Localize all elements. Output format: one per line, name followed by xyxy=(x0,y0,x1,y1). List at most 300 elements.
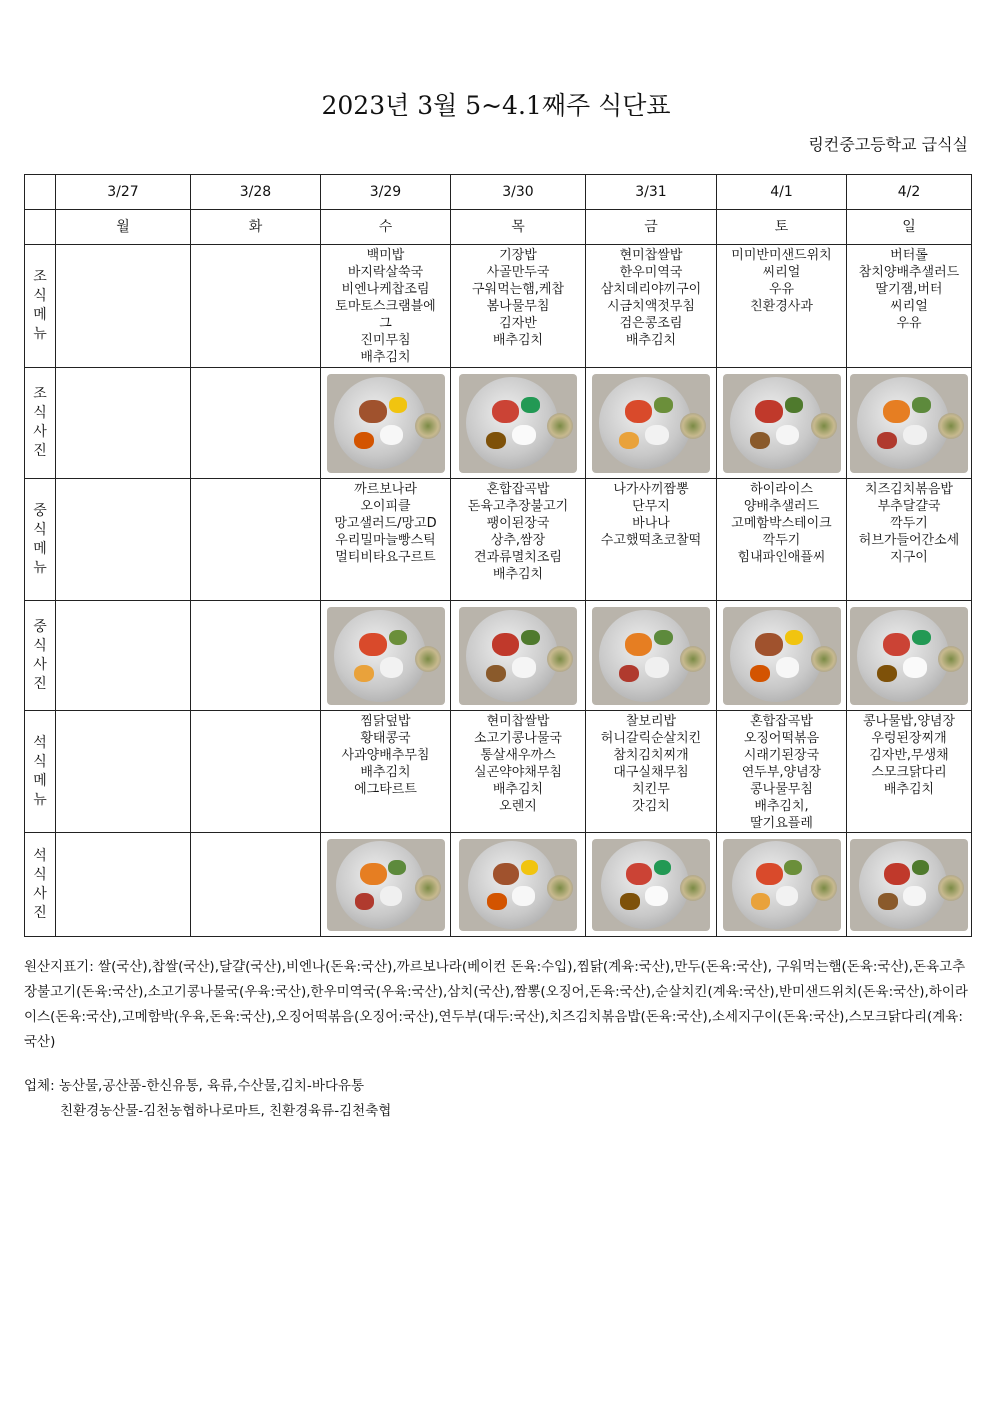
food-shape xyxy=(883,400,911,423)
menu-cell xyxy=(321,711,451,833)
day-cell: 수 xyxy=(321,210,451,245)
meal-photo xyxy=(723,607,841,705)
date-cell: 4/2 xyxy=(847,175,972,210)
photo-cell xyxy=(717,368,847,479)
photo-cell xyxy=(717,833,847,937)
menu-item: 찰보리밥 xyxy=(625,714,677,729)
photo-cell xyxy=(321,368,451,479)
menu-item: 단무지 xyxy=(632,499,670,514)
menu-item: 배추김치 xyxy=(625,333,677,348)
menu-cell xyxy=(717,479,847,601)
menu-list xyxy=(847,711,971,798)
row-label xyxy=(25,479,56,601)
row-label-char: 중 xyxy=(33,502,47,519)
photo-cell xyxy=(191,601,321,711)
menu-item: 배추김치 xyxy=(492,333,544,348)
menu-cell xyxy=(321,479,451,601)
menu-item: 허브가들어간소세 xyxy=(858,533,960,548)
menu-cell xyxy=(191,711,321,833)
meal-table xyxy=(24,174,972,937)
menu-item: 우렁된장찌개 xyxy=(871,731,947,746)
menu-cell xyxy=(191,245,321,368)
menu-item: 연두부,양념장 xyxy=(741,765,822,780)
menu-item: 대구실채무침 xyxy=(613,765,689,780)
photo-cell xyxy=(451,368,586,479)
soup-bowl-shape xyxy=(811,646,837,672)
menu-item: 오징어떡볶음 xyxy=(743,731,820,746)
tray-shape xyxy=(859,841,947,929)
menu-list xyxy=(191,711,320,713)
photo-cell xyxy=(56,833,191,937)
food-shape xyxy=(625,633,653,656)
date-cell: 3/27 xyxy=(56,175,191,210)
breakfast-menu-row xyxy=(25,245,972,368)
menu-item: 허니갈릭순살치킨 xyxy=(600,731,702,746)
menu-item: 한우미역국 xyxy=(619,265,683,280)
row-label-char: 뉴 xyxy=(33,326,47,342)
menu-item: 백미밥 xyxy=(366,248,405,263)
vendor-line: 친환경농산물-김천농협하나로마트, 친환경육류-김천축협 xyxy=(60,1103,392,1119)
photo-cell xyxy=(586,833,717,937)
menu-item: 하이라이스 xyxy=(750,482,813,497)
menu-list xyxy=(847,245,971,332)
menu-item: 친환경사과 xyxy=(750,299,813,314)
food-shape xyxy=(512,425,536,445)
food-shape xyxy=(785,630,803,646)
menu-item: 콩나물무침 xyxy=(750,782,813,797)
menu-item: 실곤약야채무침 xyxy=(474,765,562,780)
row-label xyxy=(25,245,56,368)
menu-item: 바지락살쑥국 xyxy=(347,265,424,280)
menu-item: 상추,쌈장 xyxy=(490,533,546,548)
food-shape xyxy=(380,886,403,905)
food-shape xyxy=(755,400,783,423)
food-shape xyxy=(493,863,519,885)
photo-cell xyxy=(56,601,191,711)
menu-item: 딸기잼,버터 xyxy=(875,282,943,297)
soup-bowl-shape xyxy=(938,413,964,439)
lunch-photo-row xyxy=(25,601,972,711)
menu-item: 팽이된장국 xyxy=(486,516,550,531)
menu-item: 양배추샐러드 xyxy=(743,499,820,514)
menu-item: 씨리얼 xyxy=(890,299,928,314)
menu-list xyxy=(717,479,846,566)
row-label-char: 사 xyxy=(33,656,47,673)
food-shape xyxy=(492,633,520,656)
menu-list xyxy=(451,479,585,583)
meal-photo xyxy=(592,839,710,931)
food-shape xyxy=(380,425,404,445)
row-label-char: 뉴 xyxy=(33,791,47,808)
menu-item: 토마토스크램블에 xyxy=(335,299,436,314)
food-shape xyxy=(903,886,926,905)
menu-cell xyxy=(56,711,191,833)
menu-cell xyxy=(451,245,586,368)
food-shape xyxy=(521,860,539,875)
date-cell: 3/28 xyxy=(191,175,321,210)
breakfast-photo-row xyxy=(25,368,972,479)
menu-item: 오이피클 xyxy=(360,499,411,514)
food-shape xyxy=(912,397,930,413)
origin-notes: 원산지표기: 쌀(국산),찹쌀(국산),달걀(국산),비엔나(돈육:국산),까르보나라(베이컨 돈육:수입),찜닭(계육:국산),만두(돈육:국산), 구워먹는햄(돈육:국산),돈육고추장불고기(돈육:국산),소고기콩나물국(우육:국산),한우미역국(우육:국산),삼치(국산),짬뽕(오징어,돈육:국산),순살치킨(계육:국산),반미샌드위치(돈육:국산),하이라이스(돈육:국산),고메함박(우육,돈육:국산),오징어떡볶음(오징어:국산),연두부(대두:국산),치즈김치볶음밥(돈육:국산),소세지구이(돈육:국산),스모크닭다리(계육:국산) xyxy=(24,959,968,1050)
meal-photo xyxy=(850,839,968,931)
day-cell: 화 xyxy=(191,210,321,245)
meal-photo xyxy=(327,839,445,931)
menu-item: 깍두기 xyxy=(762,533,801,548)
photo-cell xyxy=(451,833,586,937)
meal-photo xyxy=(459,607,577,705)
food-shape xyxy=(776,886,799,905)
tray-shape xyxy=(599,610,691,702)
menu-item: 삼치데리야끼구이 xyxy=(600,282,702,297)
food-shape xyxy=(776,657,800,677)
menu-list xyxy=(586,479,716,549)
day-cell: 목 xyxy=(451,210,586,245)
photo-cell xyxy=(191,833,321,937)
photo-cell xyxy=(321,833,451,937)
soup-bowl-shape xyxy=(415,413,441,439)
menu-list xyxy=(191,245,320,247)
photo-cell xyxy=(586,368,717,479)
menu-list xyxy=(586,711,716,815)
menu-cell xyxy=(717,245,847,368)
date-cell: 3/29 xyxy=(321,175,451,210)
menu-item: 나가사끼짬뽕 xyxy=(613,482,689,497)
menu-item: 배추김치 xyxy=(360,350,411,365)
menu-list xyxy=(717,711,846,832)
menu-item: 시금치액젓무침 xyxy=(607,299,695,314)
soup-bowl-shape xyxy=(680,646,706,672)
food-shape xyxy=(784,860,802,875)
food-shape xyxy=(626,863,652,885)
tray-shape xyxy=(466,610,558,702)
meal-photo xyxy=(459,374,577,473)
meal-photo xyxy=(327,374,445,473)
photo-cell xyxy=(451,601,586,711)
menu-item: 구워먹는햄,케찹 xyxy=(471,282,565,297)
food-shape xyxy=(756,863,782,885)
menu-item: 그 xyxy=(379,316,392,331)
menu-item: 찜닭덮밥 xyxy=(360,714,411,729)
menu-cell xyxy=(586,479,717,601)
menu-item: 미미반미샌드위치 xyxy=(731,248,832,263)
menu-item: 에그타르트 xyxy=(354,782,417,797)
food-shape xyxy=(619,665,639,682)
menu-cell xyxy=(717,711,847,833)
food-shape xyxy=(785,397,803,413)
menu-item: 배추김치, xyxy=(754,799,809,814)
menu-item: 딸기요플레 xyxy=(750,816,813,831)
food-shape xyxy=(355,893,374,909)
tray-shape xyxy=(599,377,691,469)
photo-cell xyxy=(56,368,191,479)
row-label-char: 식 xyxy=(33,753,47,770)
soup-bowl-shape xyxy=(680,413,706,439)
menu-list xyxy=(56,479,190,481)
menu-item: 혼합잡곡밥 xyxy=(750,714,813,729)
menu-cell xyxy=(451,711,586,833)
menu-item: 버터롤 xyxy=(890,248,928,263)
row-label-char: 메 xyxy=(33,540,47,557)
soup-bowl-shape xyxy=(415,646,441,672)
food-shape xyxy=(776,425,800,445)
row-label-char: 진 xyxy=(33,904,47,921)
tray-shape xyxy=(857,610,949,702)
row-label-char: 사 xyxy=(33,424,47,440)
food-shape xyxy=(645,657,669,677)
menu-list xyxy=(56,245,190,247)
menu-item: 갓김치 xyxy=(632,799,670,814)
lunch-menu-row xyxy=(25,479,972,601)
menu-list xyxy=(586,245,716,349)
menu-item: 멀티비타요구르트 xyxy=(335,550,436,565)
menu-cell xyxy=(847,479,972,601)
food-shape xyxy=(388,860,406,875)
food-shape xyxy=(877,665,897,682)
corner-cell xyxy=(25,175,56,210)
menu-item: 돈육고추장불고기 xyxy=(467,499,569,514)
meal-photo xyxy=(592,374,710,473)
row-label-char: 식 xyxy=(33,405,47,421)
menu-item: 현미찹쌀밥 xyxy=(486,714,550,729)
row-label-char: 식 xyxy=(33,637,47,654)
menu-list xyxy=(321,711,450,798)
food-shape xyxy=(486,665,506,682)
menu-item: 콩나물밥,양념장 xyxy=(862,714,956,729)
food-shape xyxy=(903,657,927,677)
food-shape xyxy=(359,633,387,656)
menu-item: 김자반 xyxy=(499,316,537,331)
food-shape xyxy=(654,860,672,875)
date-row xyxy=(25,175,972,210)
photo-cell xyxy=(191,368,321,479)
row-label-char: 메 xyxy=(33,307,47,323)
menu-item: 수고했떡초코찰떡 xyxy=(600,533,702,548)
food-shape xyxy=(654,630,672,646)
food-shape xyxy=(354,432,374,449)
menu-item: 황태콩국 xyxy=(360,731,411,746)
menu-cell xyxy=(451,479,586,601)
food-shape xyxy=(354,665,374,682)
vendor-info xyxy=(24,1074,391,1124)
menu-item: 오렌지 xyxy=(499,799,537,814)
menu-item: 망고샐러드/망고D xyxy=(334,516,437,531)
menu-item: 현미찹쌀밥 xyxy=(619,248,683,263)
food-shape xyxy=(625,400,653,423)
menu-item: 스모크닭다리 xyxy=(871,765,947,780)
menu-item: 우리밀마늘빵스틱 xyxy=(335,533,436,548)
menu-item: 까르보나라 xyxy=(354,482,417,497)
row-label-char: 식 xyxy=(33,288,47,304)
tray-shape xyxy=(336,841,424,929)
meal-photo xyxy=(459,839,577,931)
menu-item: 배추김치 xyxy=(360,765,411,780)
menu-item: 깍두기 xyxy=(890,516,928,531)
tray-shape xyxy=(601,841,689,929)
soup-bowl-shape xyxy=(547,646,573,672)
menu-item: 참치양배추샐러드 xyxy=(858,265,960,280)
menu-item: 치즈김치볶음밥 xyxy=(865,482,953,497)
food-shape xyxy=(512,886,535,905)
row-label-char: 중 xyxy=(33,618,47,635)
page-title: 2023년 3월 5~4.1째주 식단표 xyxy=(321,91,671,120)
photo-cell xyxy=(321,601,451,711)
menu-item: 김자반,무생채 xyxy=(869,748,949,763)
row-label-char: 조 xyxy=(33,269,47,285)
day-cell: 월 xyxy=(56,210,191,245)
soup-bowl-shape xyxy=(415,875,441,901)
row-label-char: 석 xyxy=(33,734,47,751)
food-shape xyxy=(645,425,669,445)
tray-shape xyxy=(732,841,820,929)
menu-item: 배추김치 xyxy=(492,782,544,797)
menu-cell xyxy=(56,245,191,368)
menu-list xyxy=(321,479,450,566)
soup-bowl-shape xyxy=(811,413,837,439)
vendor-line: 업체: 농산물,공산품-한신유통, 육류,수산물,김치-바다유통 xyxy=(24,1078,364,1094)
menu-list xyxy=(191,479,320,481)
row-label-char: 사 xyxy=(33,885,47,902)
tray-shape xyxy=(857,377,949,469)
meal-photo xyxy=(592,607,710,705)
photo-cell xyxy=(717,601,847,711)
menu-item: 배추김치 xyxy=(492,567,544,582)
menu-item: 기장밥 xyxy=(499,248,537,263)
meal-photo xyxy=(850,607,968,705)
menu-item: 혼합잡곡밥 xyxy=(486,482,550,497)
food-shape xyxy=(912,860,930,875)
soup-bowl-shape xyxy=(938,646,964,672)
food-shape xyxy=(512,657,536,677)
menu-cell xyxy=(586,711,717,833)
school-name: 링컨중고등학교 급식실 xyxy=(808,135,968,154)
food-shape xyxy=(654,397,672,413)
meal-photo xyxy=(723,374,841,473)
soup-bowl-shape xyxy=(547,413,573,439)
date-cell: 3/31 xyxy=(586,175,717,210)
menu-list xyxy=(847,479,971,566)
menu-item: 치킨무 xyxy=(632,782,670,797)
row-label xyxy=(25,601,56,711)
food-shape xyxy=(755,633,783,656)
food-shape xyxy=(389,397,407,413)
soup-bowl-shape xyxy=(680,875,706,901)
menu-item: 고메함박스테이크 xyxy=(731,516,832,531)
meal-photo xyxy=(327,607,445,705)
photo-cell xyxy=(847,601,972,711)
menu-item: 사과양배추무침 xyxy=(341,748,430,763)
food-shape xyxy=(884,863,910,885)
food-shape xyxy=(645,886,668,905)
photo-cell xyxy=(847,833,972,937)
menu-list xyxy=(321,245,450,366)
food-shape xyxy=(750,432,770,449)
menu-item: 씨리얼 xyxy=(762,265,801,280)
menu-item: 배추김치 xyxy=(883,782,935,797)
menu-list xyxy=(56,711,190,713)
dinner-photo-row xyxy=(25,833,972,937)
row-label xyxy=(25,833,56,937)
food-shape xyxy=(380,657,404,677)
row-label xyxy=(25,711,56,833)
menu-item: 봄나물무침 xyxy=(486,299,550,314)
soup-bowl-shape xyxy=(811,875,837,901)
tray-shape xyxy=(730,377,822,469)
food-shape xyxy=(878,893,897,909)
row-label-char: 진 xyxy=(33,675,47,692)
meal-photo xyxy=(850,374,968,473)
date-cell: 3/30 xyxy=(451,175,586,210)
day-cell: 토 xyxy=(717,210,847,245)
menu-list xyxy=(451,245,585,349)
menu-item: 힘내파인애플씨 xyxy=(737,550,826,565)
menu-item: 우유 xyxy=(768,282,795,297)
dinner-menu-row xyxy=(25,711,972,833)
menu-cell xyxy=(191,479,321,601)
menu-cell xyxy=(321,245,451,368)
menu-item: 참치김치찌개 xyxy=(613,748,689,763)
menu-item: 소고기콩나물국 xyxy=(474,731,562,746)
tray-shape xyxy=(334,610,426,702)
tray-shape xyxy=(730,610,822,702)
date-cell: 4/1 xyxy=(717,175,847,210)
food-shape xyxy=(751,893,770,909)
menu-item: 견과류멸치조림 xyxy=(474,550,562,565)
soup-bowl-shape xyxy=(938,875,964,901)
photo-cell xyxy=(847,368,972,479)
menu-item: 비엔나케찹조림 xyxy=(341,282,430,297)
tray-shape xyxy=(468,841,556,929)
menu-item: 지구이 xyxy=(890,550,928,565)
food-shape xyxy=(883,633,911,656)
menu-list xyxy=(451,711,585,815)
food-shape xyxy=(912,630,930,646)
row-label-char: 뉴 xyxy=(33,559,47,576)
menu-item: 우유 xyxy=(896,316,922,331)
menu-item: 진미무침 xyxy=(360,333,411,348)
menu-item: 사골만두국 xyxy=(486,265,550,280)
menu-list xyxy=(717,245,846,315)
food-shape xyxy=(389,630,407,646)
menu-cell xyxy=(847,711,972,833)
food-shape xyxy=(620,893,639,909)
row-label-char: 진 xyxy=(33,443,47,459)
menu-item: 바나나 xyxy=(632,516,670,531)
row-label-char: 메 xyxy=(33,772,47,789)
food-shape xyxy=(492,400,520,423)
meal-photo xyxy=(723,839,841,931)
row-label-char: 석 xyxy=(33,847,47,864)
food-shape xyxy=(750,665,770,682)
day-cell: 금 xyxy=(586,210,717,245)
food-shape xyxy=(521,397,539,413)
menu-item: 검은콩조림 xyxy=(619,316,683,331)
food-shape xyxy=(521,630,539,646)
tray-shape xyxy=(334,377,426,469)
corner-cell xyxy=(25,210,56,245)
menu-item: 통살새우까스 xyxy=(480,748,556,763)
menu-item: 시래기된장국 xyxy=(743,748,820,763)
row-label-char: 식 xyxy=(33,866,47,883)
menu-cell xyxy=(847,245,972,368)
photo-cell xyxy=(586,601,717,711)
tray-shape xyxy=(466,377,558,469)
food-shape xyxy=(487,893,506,909)
food-shape xyxy=(360,863,386,885)
menu-item: 부추달걀국 xyxy=(877,499,941,514)
food-shape xyxy=(903,425,927,445)
row-label xyxy=(25,368,56,479)
